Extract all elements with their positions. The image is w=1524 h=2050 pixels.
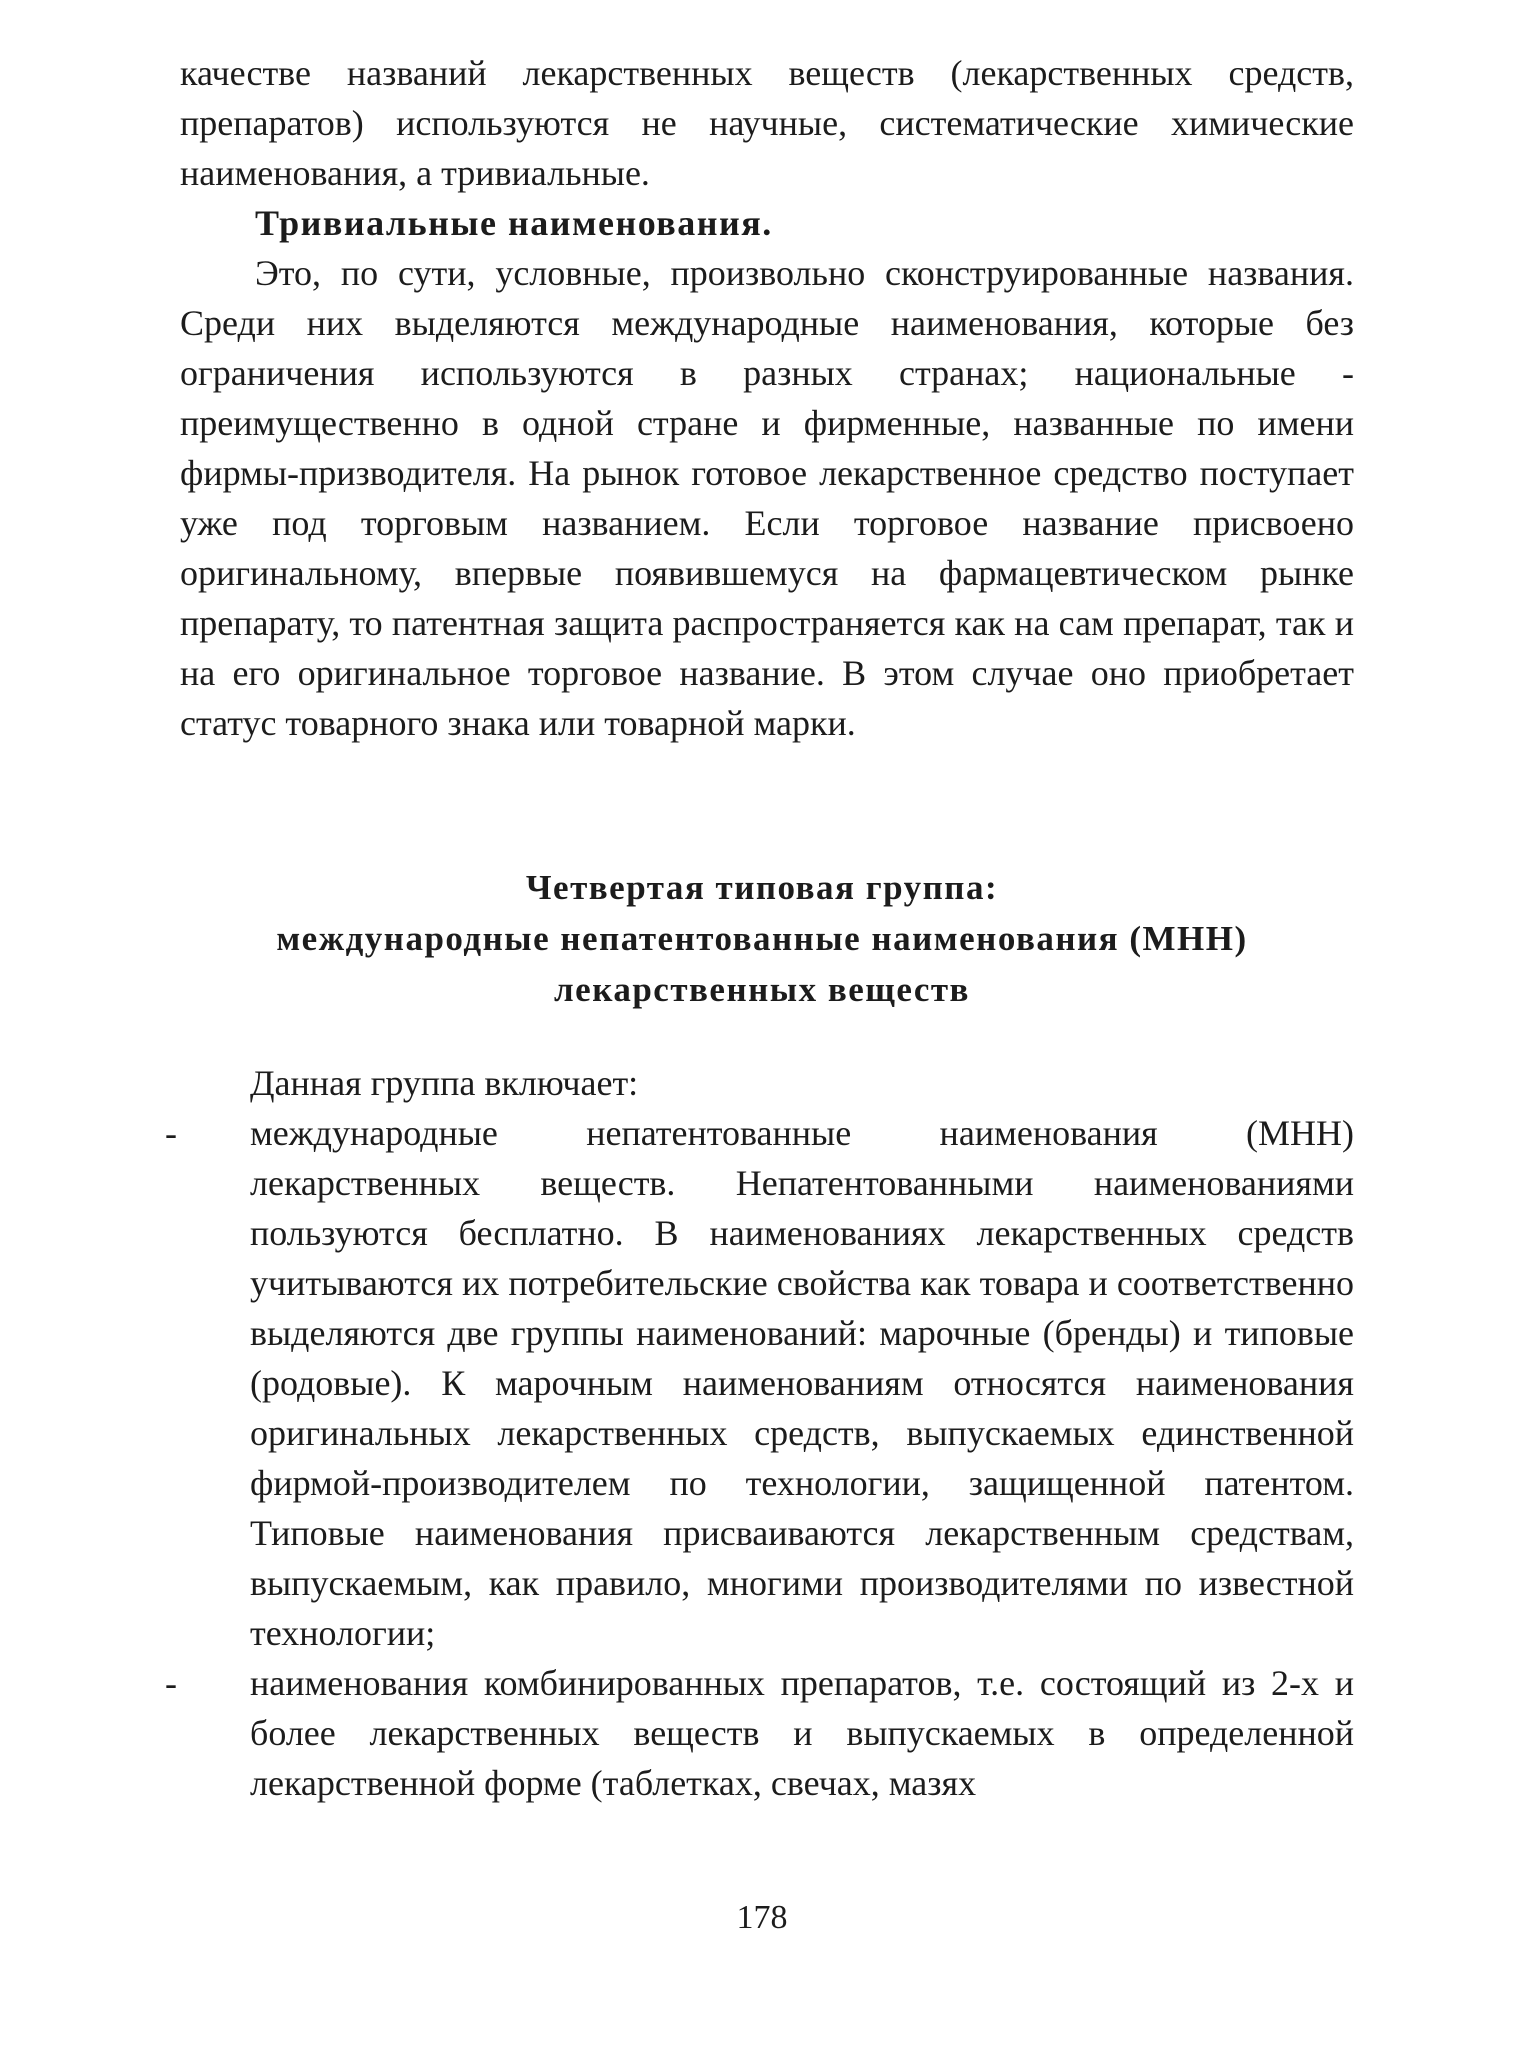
page-number: 178 bbox=[736, 1899, 788, 1936]
section-heading-line2: международные непатентованные наименования (МНН) bbox=[276, 919, 1248, 958]
includes-list bbox=[165, 1108, 1354, 1808]
section-heading bbox=[150, 862, 1374, 1015]
section-heading-line3: лекарственных веществ bbox=[554, 970, 970, 1009]
list-item-text: международные непатентованные наименования (МНН) лекарственных веществ. Непатентованными наименованиями пользуются бесплатно. В наименованиях лекарственных средств учитываются их потребительские свойства как товара и соответственно выделяются две группы наименований: марочные (бренды) и типовые (родовые). К марочным наименованиям относятся наименования оригинальных лекарственных средств, выпускаемых единственной фирмой-производителем по технологии, защищенной патентом. Типовые наименования присваиваются лекарственным средствам, выпускаемым, как правило, многими производителями по известной технологии; bbox=[250, 1113, 1354, 1653]
list-item-text: наименования комбинированных препаратов, т.е. состоящий из 2-х и более лекарственных веществ и выпускаемых в определенной лекарственной форме (таблетках, свечах, мазях bbox=[250, 1663, 1354, 1803]
intro-paragraph: качестве названий лекарственных веществ (лекарственных средств, препаратов) используются не научные, систематические химические наименования, а тривиальные. bbox=[180, 53, 1354, 193]
section-heading-line1: Четвертая типовая группа: bbox=[525, 868, 999, 907]
list-dash: - bbox=[165, 1663, 177, 1703]
list-dash: - bbox=[165, 1113, 177, 1153]
list-item bbox=[165, 1658, 1354, 1808]
body-text bbox=[180, 48, 1354, 748]
list-item bbox=[165, 1108, 1354, 1658]
group-intro: Данная группа включает: bbox=[250, 1063, 639, 1103]
trivial-names-paragraph: Это, по сути, условные, произвольно сконструированные названия. Среди них выделяются международные наименования, которые без ограничения используются в разных странах; национальные - преимущественно в одной стране и фирменные, названные по имени фирмы-призводителя. На рынок готовое лекарственное средство поступает уже под торговым названием. Если торговое название присвоено оригинальному, впервые появившемуся на фармацевтическом рынке препарату, то патентная защита распространяется как на сам препарат, так и на его оригинальное торговое название. В этом случае оно приобретает статус товарного знака или товарной марки. bbox=[180, 253, 1354, 743]
subheading-trivial-names: Тривиальные наименования. bbox=[255, 203, 773, 243]
